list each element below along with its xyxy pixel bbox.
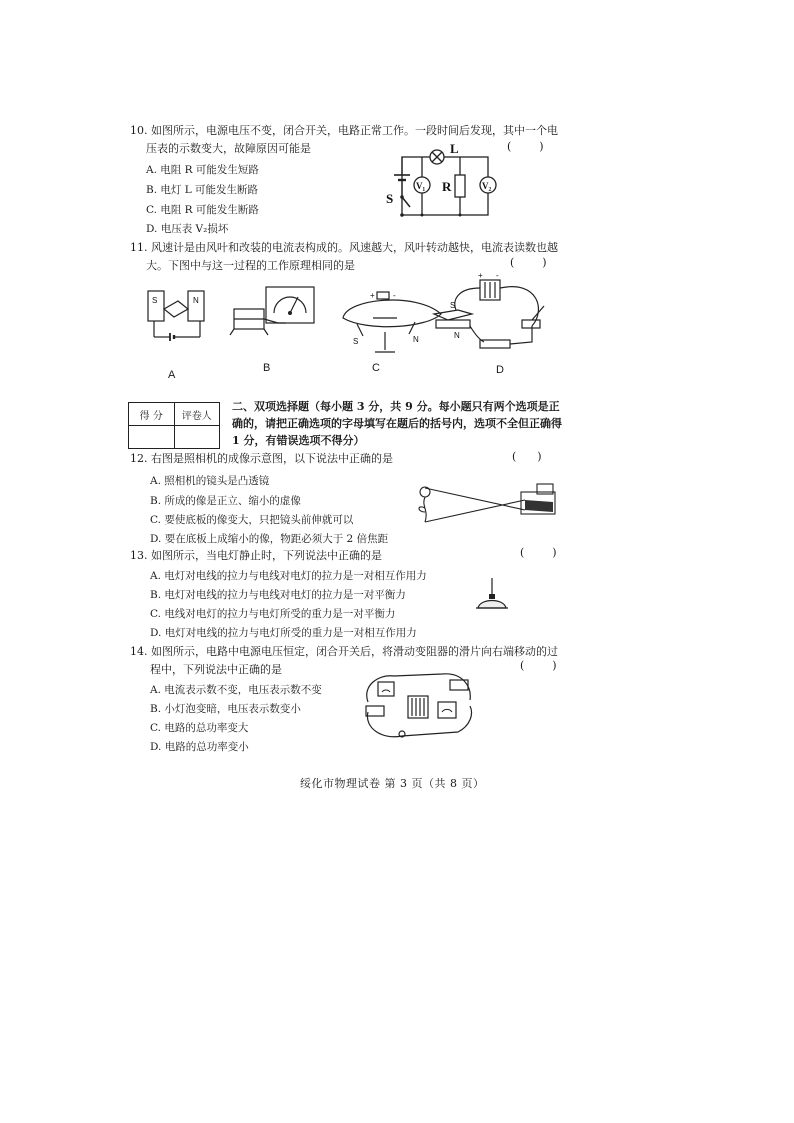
- q12-stem: 12. 右图是照相机的成像示意图，以下说法中正确的是: [130, 452, 393, 465]
- q11-d-label-n: N: [454, 331, 460, 340]
- q11-a-label-n: N: [193, 296, 199, 305]
- q14-option-c: C. 电路的总功率变大: [150, 722, 249, 734]
- score-box: [128, 402, 220, 449]
- q14-stem-line1: 14. 如图所示，电路中电源电压恒定，闭合开关后，将滑动变阻器的滑片向右端移动的过: [130, 645, 558, 658]
- section2-title: 二、双项选择题（每小题 3 分，共 9 分。每小题只有两个选项是正确的，请把正确选项的字母填写在题后的括号内，选项不全但正确得 1 分，有错误选项不得分）: [232, 400, 562, 447]
- q10-stem-line2: 压表的示数变大，故障原因可能是: [146, 142, 311, 155]
- q13-option-b: B. 电灯对电线的拉力与电线对电灯的拉力是一对平衡力: [150, 589, 406, 601]
- q11-stem-line1: 11. 风速计是由风叶和改装的电流表构成的。风速越大，风叶转动越快，电流表读数也越: [130, 241, 558, 254]
- q13-stem: 13. 如图所示，当电灯静止时，下列说法中正确的是: [130, 549, 382, 562]
- q11-a-label-s: S: [152, 296, 158, 305]
- q13-answer-paren: ( ): [520, 546, 557, 559]
- q14-answer-paren: ( ): [520, 659, 557, 672]
- q10-option-c: C. 电阻 R 可能发生断路: [146, 204, 259, 216]
- q14-option-d: D. 电路的总功率变小: [150, 741, 249, 753]
- q10-circuit-diagram: [380, 141, 500, 225]
- q12-option-a: A. 照相机的镜头是凸透镜: [150, 475, 270, 487]
- q12-option-d: D. 要在底板上成缩小的像，物距必须大于 2 倍焦距: [150, 533, 389, 545]
- q11-label-c: C: [372, 362, 380, 374]
- q13-option-c: C. 电线对电灯的拉力与电灯所受的重力是一对平衡力: [150, 608, 396, 620]
- q11-figure-d: [428, 270, 558, 358]
- q11-d-label-s: S: [450, 301, 456, 310]
- score-header-score: 得 分: [129, 403, 175, 426]
- q12-answer-paren: ( ): [512, 450, 542, 463]
- q14-option-b: B. 小灯泡变暗，电压表示数变小: [150, 703, 301, 715]
- q11-d-label-minus: -: [496, 271, 499, 280]
- q10-label-l: L: [450, 141, 459, 156]
- q14-option-a: A. 电流表示数不变，电压表示数不变: [150, 684, 322, 696]
- q10-label-v2: V₂: [482, 181, 492, 191]
- q10-stem-line1: 10. 如图所示，电源电压不变，闭合开关，电路正常工作。一段时间后发现，其中一个电: [130, 124, 558, 137]
- q11-c-label-n: N: [413, 335, 419, 344]
- q10-option-b: B. 电灯 L 可能发生断路: [146, 184, 259, 196]
- q10-option-d: D. 电压表 V₂损坏: [146, 223, 229, 235]
- score-cell-score[interactable]: [129, 426, 175, 449]
- q11-figure-a: [140, 285, 220, 345]
- q11-label-a: A: [168, 369, 176, 381]
- q13-option-a: A. 电灯对电线的拉力与电线对电灯的拉力是一对相互作用力: [150, 570, 427, 582]
- q11-c-label-plus: +: [370, 291, 375, 300]
- q13-hanging-lamp: [472, 578, 512, 614]
- score-cell-grader[interactable]: [174, 426, 220, 449]
- q11-c-label-minus: -: [393, 291, 396, 300]
- q10-answer-paren: ( ): [507, 140, 544, 153]
- q11-figure-b: [228, 283, 323, 343]
- q10-label-r: R: [442, 179, 452, 194]
- q14-circuit-photo: [358, 666, 478, 746]
- q11-d-label-plus: +: [478, 271, 483, 280]
- q11-c-label-s: S: [353, 337, 359, 346]
- page-footer: 绥化市物理试卷 第 3 页（共 8 页）: [300, 777, 485, 790]
- q11-label-d: D: [496, 364, 504, 376]
- score-header-grader: 评卷人: [174, 403, 220, 426]
- q12-option-b: B. 所成的像是正立、缩小的虚像: [150, 495, 301, 507]
- q10-label-v1: V₁: [416, 181, 426, 191]
- q13-option-d: D. 电灯对电线的拉力与电灯所受的重力是一对相互作用力: [150, 627, 417, 639]
- q12-option-c: C. 要使底板的像变大，只把镜头前伸就可以: [150, 514, 354, 526]
- q10-option-a: A. 电阻 R 可能发生短路: [146, 164, 259, 176]
- q11-answer-paren: ( ): [510, 256, 547, 269]
- q12-camera-diagram: [413, 478, 563, 528]
- q10-label-s: S: [386, 191, 394, 206]
- q11-label-b: B: [263, 362, 271, 374]
- q14-stem-line2: 程中，下列说法中正确的是: [150, 663, 282, 676]
- q11-stem-line2: 大。下图中与这一过程的工作原理相同的是: [146, 259, 355, 272]
